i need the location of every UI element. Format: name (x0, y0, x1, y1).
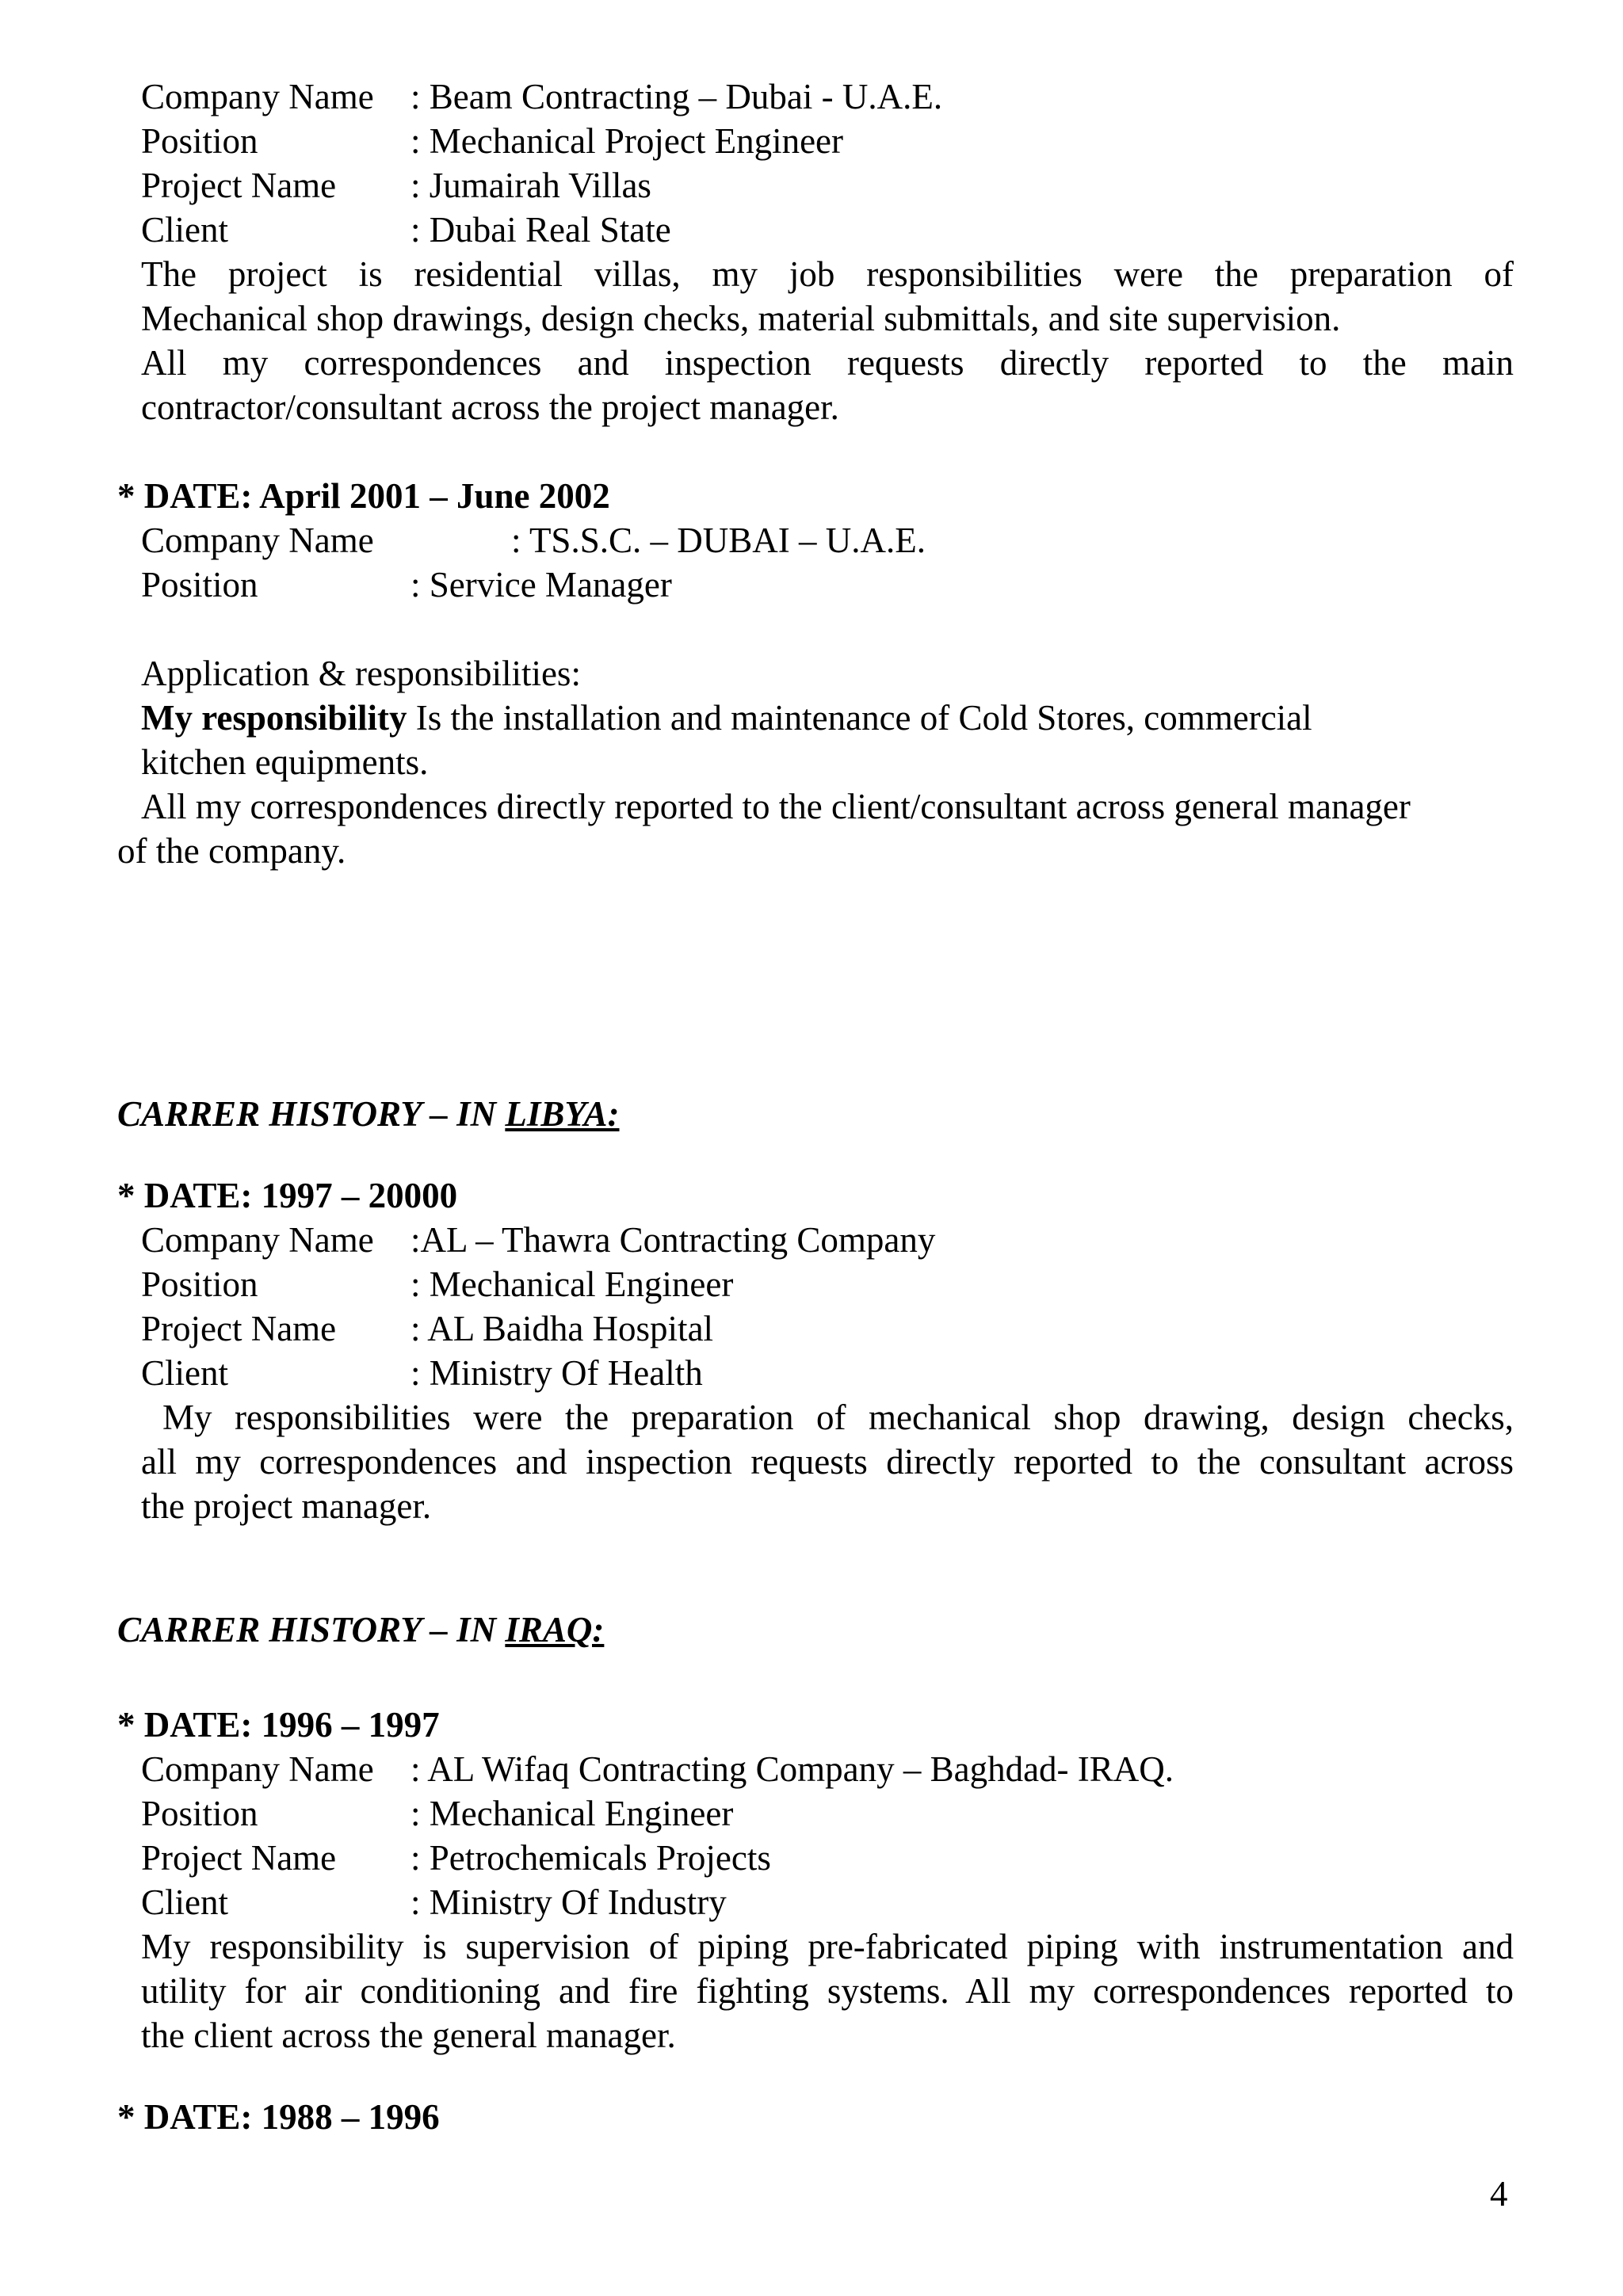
position-label: Position (141, 565, 258, 605)
career-heading-prefix: CARRER HISTORY – IN (117, 1610, 506, 1650)
company-name-value: : Beam Contracting – Dubai - U.A.E. (411, 77, 943, 116)
client-label: Client (141, 1882, 228, 1922)
career-history-heading (117, 1094, 620, 1134)
position-value: : Service Manager (411, 565, 672, 605)
career-heading-prefix: CARRER HISTORY – IN (117, 1094, 506, 1134)
client-value: : Ministry Of Health (411, 1353, 703, 1393)
company-name-label: Company Name (141, 521, 374, 560)
project-name-label: Project Name (141, 1838, 337, 1878)
career-history-heading (117, 1612, 604, 1648)
date-heading: * DATE: 1997 – 20000 (117, 1176, 458, 1215)
date-heading: * DATE: April 2001 – June 2002 (117, 476, 610, 516)
company-name-value: : TS.S.C. – DUBAI – U.A.E. (511, 521, 926, 560)
description-line: My responsibilities were the preparation of mechanical shop drawing, design checks, (162, 1398, 1514, 1437)
description-line: My responsibility is supervision of piping pre-fabricated piping with instrumentation and (141, 1927, 1514, 1966)
project-name-value: : Petrochemicals Projects (411, 1838, 771, 1878)
responsibility-line: kitchen equipments. (141, 742, 429, 782)
company-name-value: : AL Wifaq Contracting Company – Baghdad- IRAQ. (411, 1749, 1174, 1789)
position-label: Position (141, 1264, 258, 1304)
description-line: utility for air conditioning and fire fighting systems. All my correspondences reported to (141, 1971, 1514, 2011)
position-label: Position (141, 1794, 258, 1833)
date-heading: * DATE: 1988 – 1996 (117, 2097, 440, 2137)
company-name-label: Company Name (141, 77, 374, 116)
position-label: Position (141, 121, 258, 161)
correspondence-line: of the company. (117, 831, 346, 871)
description-line: The project is residential villas, my job responsibilities were the preparation of (141, 254, 1514, 294)
company-name-label: Company Name (141, 1220, 374, 1260)
career-heading-country: IRAQ: (505, 1610, 605, 1650)
page-number: 4 (1490, 2174, 1508, 2214)
description-line: All my correspondences and inspection requests directly reported to the main (141, 343, 1514, 383)
client-label: Client (141, 1353, 228, 1393)
client-value: : Dubai Real State (411, 210, 671, 250)
client-value: : Ministry Of Industry (411, 1882, 727, 1922)
company-name-label: Company Name (141, 1749, 374, 1789)
responsibility-label: My responsibility (141, 698, 407, 738)
description-line: Mechanical shop drawings, design checks, material submittals, and site supervision. (141, 299, 1341, 338)
application-heading: Application & responsibilities: (141, 654, 581, 693)
responsibility-line (141, 700, 1312, 736)
correspondence-line: All my correspondences directly reported to the client/consultant across general manager (141, 787, 1411, 826)
description-line: contractor/consultant across the project manager. (141, 387, 839, 427)
description-line: all my correspondences and inspection requests directly reported to the consultant across (141, 1442, 1514, 1482)
description-line: the project manager. (141, 1486, 432, 1526)
project-name-label: Project Name (141, 166, 337, 205)
client-label: Client (141, 210, 228, 250)
project-name-value: : AL Baidha Hospital (411, 1309, 714, 1348)
career-heading-country: LIBYA: (505, 1094, 620, 1134)
position-value: : Mechanical Engineer (411, 1264, 734, 1304)
project-name-label: Project Name (141, 1309, 337, 1348)
description-line: the client across the general manager. (141, 2016, 676, 2055)
date-heading: * DATE: 1996 – 1997 (117, 1705, 440, 1745)
position-value: : Mechanical Engineer (411, 1794, 734, 1833)
project-name-value: : Jumairah Villas (411, 166, 651, 205)
position-value: : Mechanical Project Engineer (411, 121, 844, 161)
responsibility-text: Is the installation and maintenance of Cold Stores, commercial (407, 698, 1312, 738)
company-name-value: :AL – Thawra Contracting Company (411, 1220, 936, 1260)
